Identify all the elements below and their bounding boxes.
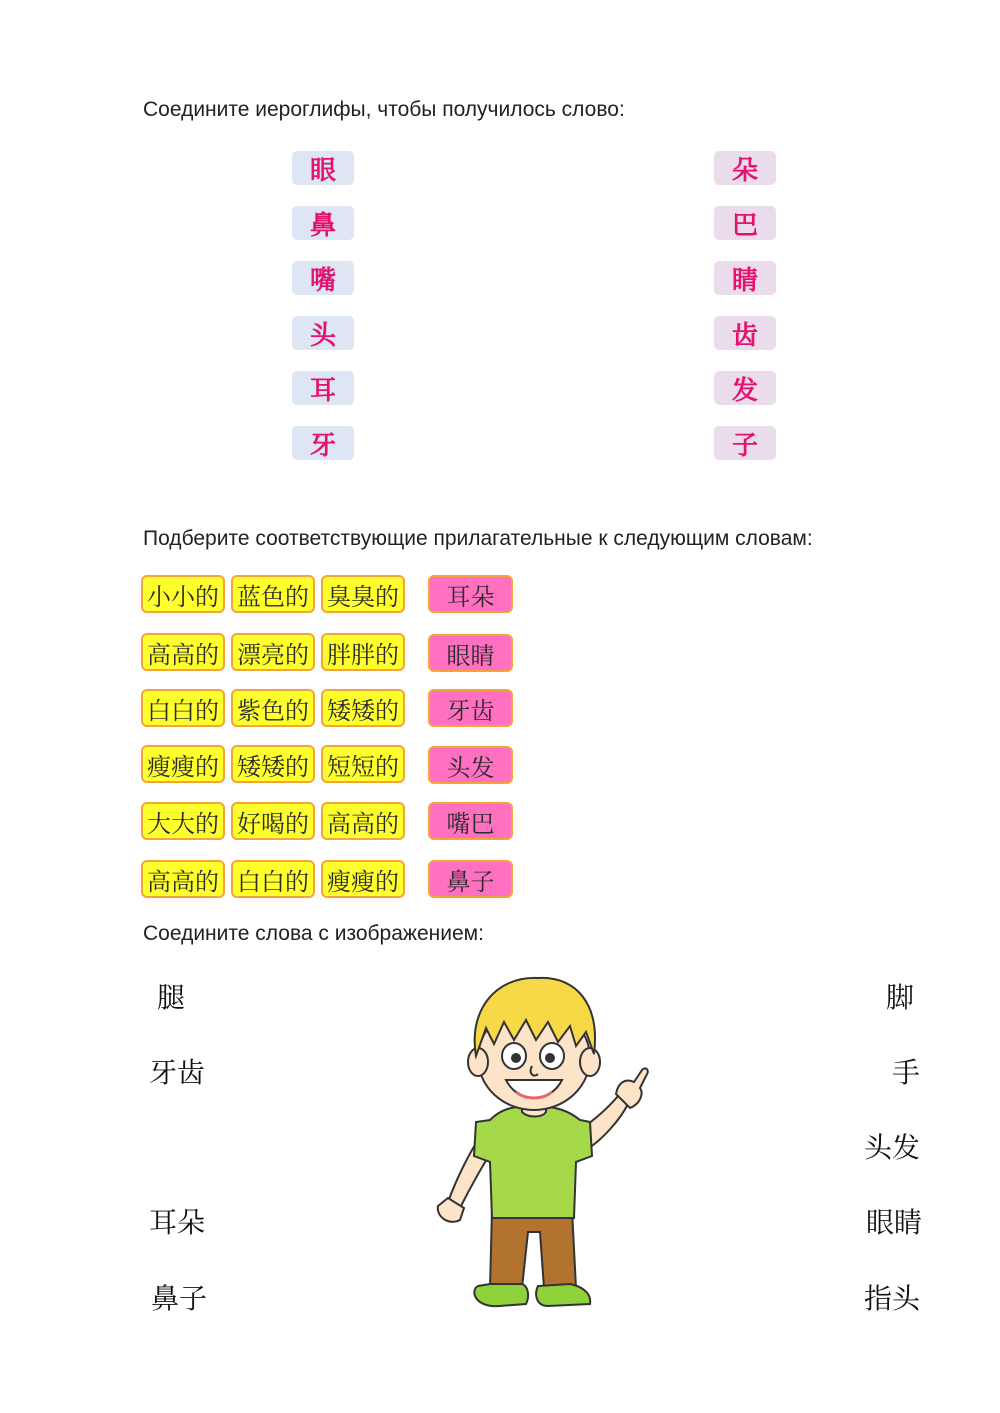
char-right-3[interactable]: 睛: [714, 261, 776, 295]
noun-target: 鼻子: [428, 860, 513, 898]
char-right-1[interactable]: 朵: [714, 151, 776, 185]
adjective-option[interactable]: 瘦瘦的: [141, 745, 225, 783]
adjective-option[interactable]: 高高的: [321, 802, 405, 840]
char-left-6[interactable]: 牙: [292, 426, 354, 460]
adjective-option[interactable]: 矮矮的: [321, 689, 405, 727]
instruction-choose-adjectives: Подберите соответствующие прилагательные к следующим словам:: [143, 527, 813, 550]
noun-target: 眼睛: [428, 634, 513, 672]
word-right-hair[interactable]: 头发: [863, 1131, 920, 1164]
adjective-option[interactable]: 漂亮的: [231, 633, 315, 671]
adjective-option[interactable]: 高高的: [141, 633, 225, 671]
word-left-ears[interactable]: 耳朵: [149, 1206, 206, 1239]
char-left-1[interactable]: 眼: [292, 151, 354, 185]
char-left-2[interactable]: 鼻: [292, 206, 354, 240]
adjective-option[interactable]: 大大的: [141, 802, 225, 840]
adjective-option[interactable]: 紫色的: [231, 689, 315, 727]
adjective-option[interactable]: 白白的: [141, 689, 225, 727]
adjective-option[interactable]: 小小的: [141, 575, 225, 613]
adjective-option[interactable]: 好喝的: [231, 802, 315, 840]
char-right-4[interactable]: 齿: [714, 316, 776, 350]
word-right-foot[interactable]: 脚: [885, 981, 914, 1014]
adjective-option[interactable]: 高高的: [141, 860, 225, 898]
word-left-nose[interactable]: 鼻子: [151, 1282, 208, 1315]
adjective-option[interactable]: 白白的: [231, 860, 315, 898]
char-right-6[interactable]: 子: [714, 426, 776, 460]
char-left-5[interactable]: 耳: [292, 371, 354, 405]
adjective-option[interactable]: 短短的: [321, 745, 405, 783]
word-left-leg[interactable]: 腿: [157, 981, 186, 1014]
word-left-teeth[interactable]: 牙齿: [149, 1056, 206, 1089]
char-right-5[interactable]: 发: [714, 371, 776, 405]
adjective-option[interactable]: 瘦瘦的: [321, 860, 405, 898]
word-right-hand[interactable]: 手: [891, 1056, 920, 1089]
word-right-finger[interactable]: 指头: [863, 1282, 920, 1315]
boy-illustration: [430, 970, 660, 1320]
adjective-option[interactable]: 蓝色的: [231, 575, 315, 613]
instruction-match-words-to-picture: Соедините слова с изображением:: [143, 922, 484, 945]
noun-target: 耳朵: [428, 575, 513, 613]
adjective-option[interactable]: 臭臭的: [321, 575, 405, 613]
word-right-eyes[interactable]: 眼睛: [865, 1206, 922, 1239]
noun-target: 嘴巴: [428, 802, 513, 840]
noun-target: 牙齿: [428, 689, 513, 727]
noun-target: 头发: [428, 746, 513, 784]
adjective-option[interactable]: 矮矮的: [231, 745, 315, 783]
char-left-4[interactable]: 头: [292, 316, 354, 350]
instruction-match-characters: Соедините иероглифы, чтобы получилось слово:: [143, 98, 625, 121]
adjective-option[interactable]: 胖胖的: [321, 633, 405, 671]
char-left-3[interactable]: 嘴: [292, 261, 354, 295]
char-right-2[interactable]: 巴: [714, 206, 776, 240]
